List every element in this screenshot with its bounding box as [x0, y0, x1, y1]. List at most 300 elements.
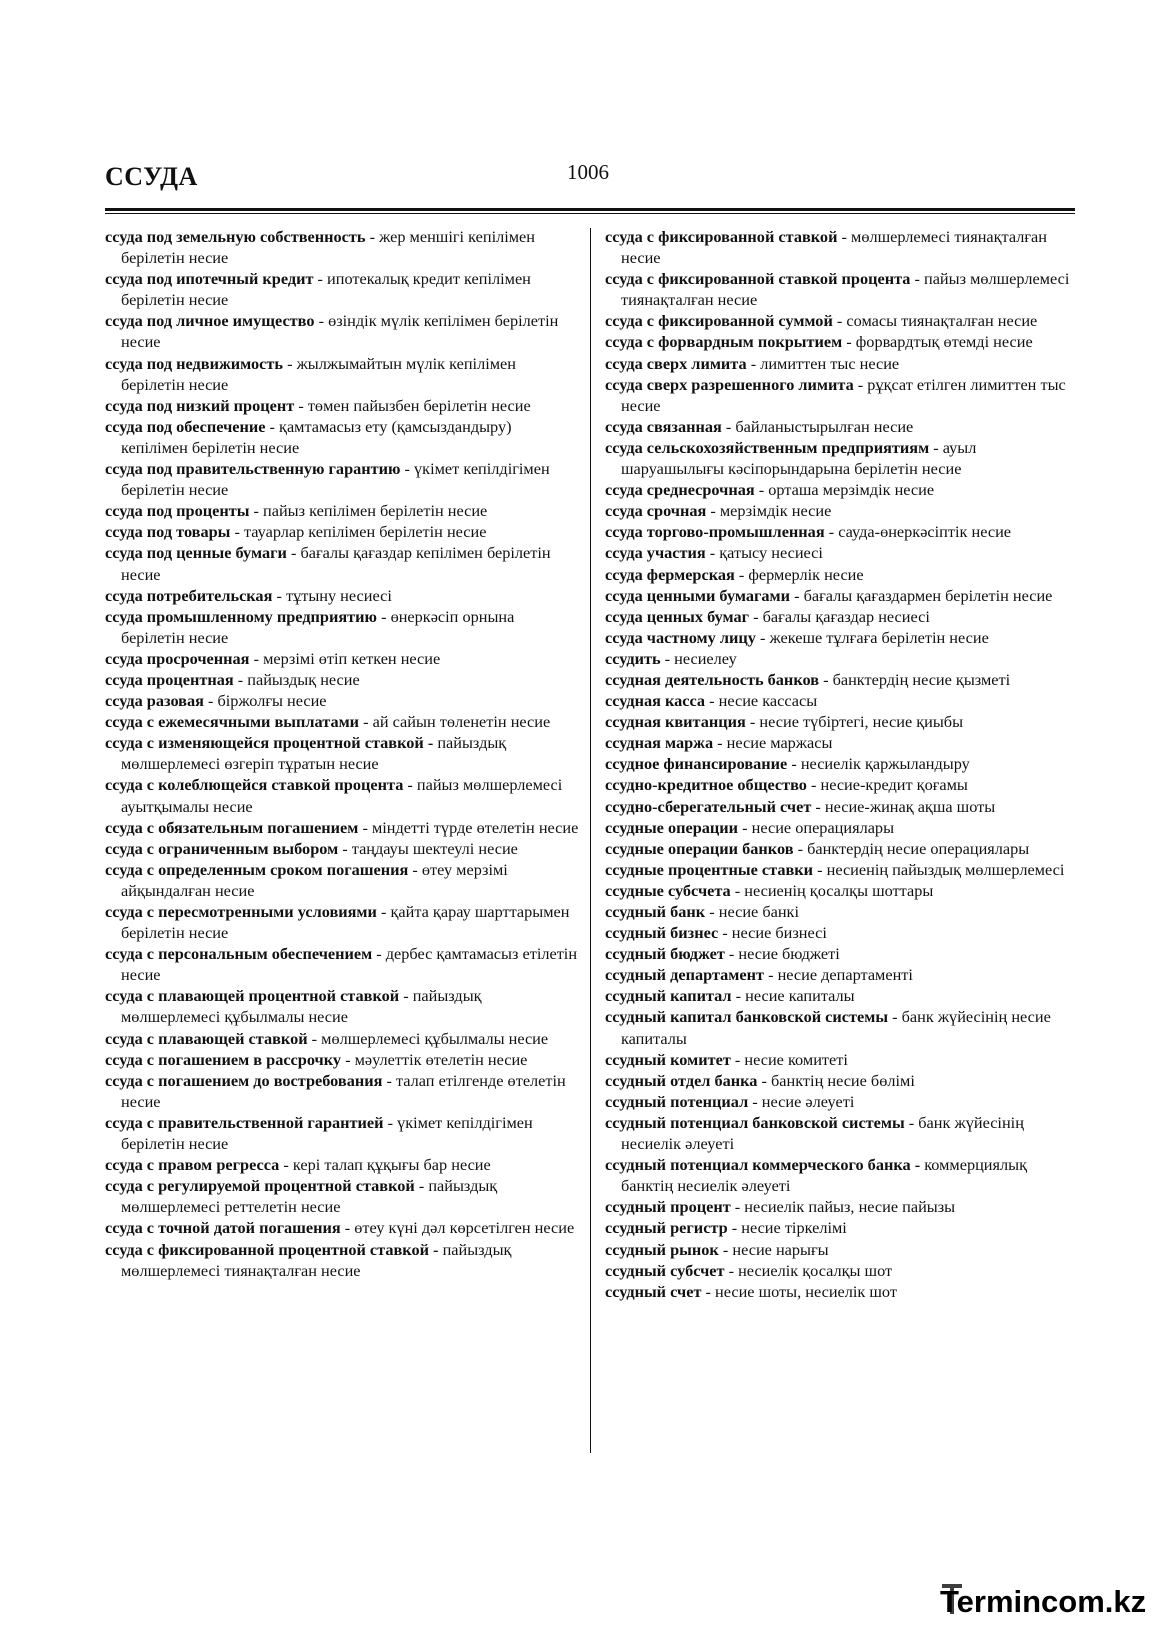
entry-definition: бағалы қағаздар несиесі: [762, 606, 930, 626]
entry-separator: -: [832, 311, 847, 331]
dictionary-entry: [605, 1006, 1073, 1048]
entry-separator: -: [307, 1028, 322, 1048]
entry-separator: -: [718, 923, 732, 943]
entry-term: ссуда с правом регресса: [105, 1155, 280, 1175]
dictionary-entry: [105, 606, 581, 648]
entry-definition: форвардтық өтемді несие: [855, 332, 1033, 352]
entry-separator: -: [283, 353, 297, 373]
dictionary-entry: [605, 374, 1073, 416]
entry-separator: -: [837, 227, 852, 246]
entry-term: ссуда с колеблющейся ставкой процента: [105, 775, 404, 795]
entry-term: ссудный отдел банка: [605, 1070, 758, 1090]
dictionary-entry: [605, 353, 1073, 374]
entry-definition: бағалы қағаздармен берілетін несие: [803, 585, 1053, 605]
dictionary-entry: [605, 838, 1073, 859]
entry-term: ссудный процент: [605, 1197, 731, 1217]
dictionary-entry: [605, 1112, 1073, 1154]
entry-definition: несие капиталы: [745, 986, 855, 1006]
entry-definition: несие бюджеті: [738, 944, 840, 964]
entry-definition: несие операциялары: [751, 817, 895, 837]
entry-separator: -: [754, 480, 769, 500]
entry-term: ссуда сельскохозяйственным предприятиям: [605, 437, 930, 457]
entry-term: ссудный потенциал банковской системы: [605, 1112, 905, 1132]
entry-separator: -: [730, 1049, 745, 1069]
dictionary-entry: [105, 1049, 581, 1070]
entry-definition: біржолғы несие: [217, 691, 327, 711]
dictionary-entry: [105, 1239, 581, 1281]
entry-definition: жекеше тұлғаға берілетін несие: [769, 627, 989, 647]
entry-separator: -: [755, 627, 770, 647]
entry-definition: несие тіркелімі: [741, 1218, 847, 1238]
entry-term: ссудный потенциал коммерческого банка -: [605, 1155, 921, 1175]
entry-definition: несие-кредит қоғамы: [820, 775, 968, 795]
entry-separator: -: [746, 353, 761, 373]
entry-term: ссуда промышленному предприятию: [105, 606, 377, 626]
entry-term: ссуда под обеспечение: [105, 416, 266, 436]
entry-separator: -: [724, 1260, 739, 1280]
entry-term: ссуда разовая: [105, 691, 204, 711]
entry-separator: -: [842, 332, 856, 352]
entry-term: ссуда срочная: [605, 501, 707, 521]
entry-term: ссудный капитал: [605, 986, 732, 1006]
entry-separator: -: [279, 1155, 293, 1175]
entry-definition: қайта қарау шарттарымен берілетін несие: [121, 902, 570, 943]
entry-definition: банк жүйесінің несие капиталы: [621, 1007, 1051, 1048]
entry-term: ссуда процентная: [105, 669, 234, 689]
entry-separator: -: [904, 1112, 919, 1132]
entry-term: ссудный банк: [605, 902, 706, 921]
entry-definition: несиелеу: [674, 648, 737, 668]
dictionary-entry: [605, 774, 1073, 795]
entry-definition: жер меншігі кепілімен берілетін несие: [121, 227, 535, 268]
entry-separator: -: [408, 859, 422, 879]
entry-term: ссудные субсчета: [605, 880, 731, 900]
entry-definition: дербес қамтамасыз етілетін несие: [121, 944, 578, 985]
dictionary-entry: [605, 479, 1073, 500]
dictionary-entry: [105, 943, 581, 985]
entry-term: ссуда под товары: [105, 522, 231, 542]
entry-term: ссудный департамент: [605, 965, 764, 985]
entry-definition: орташа мерзімдік несие: [768, 480, 935, 500]
dictionary-entry: [105, 500, 581, 521]
entry-term: ссуда участия: [605, 543, 706, 563]
entry-definition: міндетті түрде өтелетін несие: [371, 817, 579, 837]
entry-term: ссуда с погашением до востребования: [105, 1070, 383, 1090]
dictionary-entry: [105, 859, 581, 901]
entry-definition: банктің несие бөлімі: [771, 1070, 915, 1090]
entry-term: ссуда сверх разрешенного лимита: [605, 374, 854, 394]
dictionary-entry: [605, 1049, 1073, 1070]
dictionary-entry: [605, 859, 1073, 880]
entry-definition: сомасы тиянақталған несие: [846, 311, 1038, 331]
entry-definition: несие нарығы: [732, 1239, 829, 1259]
dictionary-entry: [105, 901, 581, 943]
entry-separator: -: [764, 965, 778, 985]
entry-definition: рұқсат етілген лимиттен тыс несие: [621, 374, 1066, 415]
entry-definition: сауда-өнеркәсіптік несие: [838, 522, 1012, 542]
entry-separator: -: [314, 311, 329, 331]
dictionary-entry: [105, 711, 581, 732]
entry-definition: мөлшерлемесі тиянақталған несие: [621, 227, 1047, 268]
entry-separator: -: [376, 902, 391, 921]
entry-definition: несие банкі: [718, 902, 799, 921]
entry-term: ссудить: [605, 648, 661, 668]
entry-separator: -: [414, 1176, 429, 1196]
entry-definition: мерзімдік несие: [719, 501, 832, 521]
entry-definition: төмен пайызбен берілетін несие: [307, 395, 531, 415]
entry-definition: несие түбіртегі, несие қиыбы: [759, 712, 964, 732]
entry-separator: -: [706, 501, 720, 521]
entry-definition: несие комитеті: [744, 1049, 848, 1069]
entry-term: ссудный бюджет: [605, 944, 725, 964]
dictionary-entry: [105, 648, 581, 669]
entry-definition: өзіндік мүлік кепілімен берілетін несие: [121, 311, 559, 352]
entry-separator: -: [793, 838, 808, 858]
entry-term: ссудный потенциал: [605, 1091, 749, 1111]
entry-term: ссуда с регулируемой процентной ставкой: [105, 1176, 415, 1196]
entry-term: ссуда под низкий процент: [105, 395, 295, 415]
entry-term: ссудно-сберегательный счет: [605, 796, 812, 816]
entry-definition: пайыздық мөлшерлемесі реттелетін несие: [121, 1176, 498, 1217]
entry-definition: несиелік қосалқы шот: [738, 1260, 893, 1280]
entry-term: ссудная квитанция: [605, 712, 746, 732]
entry-definition: пайыздық мөлшерлемесі тиянақталған несие: [121, 1239, 512, 1280]
entry-definition: мөлшерлемесі құбылмалы несие: [321, 1028, 549, 1048]
entry-definition: коммерциялық банктің несиелік әлеуеті: [621, 1155, 1027, 1196]
entry-term: ссуда с погашением в рассрочку: [105, 1049, 342, 1069]
entry-term: ссудный счет: [605, 1281, 702, 1301]
dictionary-entry: [605, 880, 1073, 901]
entry-separator: -: [724, 944, 739, 964]
dictionary-entry: [105, 774, 581, 816]
entry-definition: несие-жинақ ақша шоты: [824, 796, 996, 816]
entry-term: ссуда под недвижимость: [105, 353, 283, 373]
entry-term: ссудное финансирование: [605, 754, 788, 774]
entry-separator: -: [359, 712, 373, 732]
dictionary-entry: [605, 1260, 1073, 1281]
dictionary-entry: [605, 1154, 1073, 1196]
dictionary-entry: [105, 838, 581, 859]
entry-separator: -: [377, 606, 391, 626]
entry-separator: -: [372, 944, 386, 964]
entry-separator: -: [341, 1049, 355, 1069]
entry-definition: бағалы қағаздар кепілімен берілетін несие: [121, 543, 551, 584]
entry-separator: -: [365, 227, 380, 246]
dictionary-entry: [605, 943, 1073, 964]
entry-separator: -: [734, 564, 749, 584]
entry-separator: -: [382, 1070, 396, 1090]
entry-definition: несие шоты, несиелік шот: [715, 1281, 897, 1301]
entry-separator: -: [748, 1091, 762, 1111]
entry-definition: байланыстырылған несие: [735, 416, 914, 436]
dictionary-entry: [605, 1196, 1073, 1217]
dictionary-entry: [605, 542, 1073, 563]
entry-separator: -: [230, 522, 244, 542]
entry-term: ссудный бизнес: [605, 923, 719, 943]
entry-separator: -: [338, 838, 352, 858]
dictionary-entry: [105, 1217, 581, 1238]
entry-term: ссудный капитал банковской системы: [605, 1007, 889, 1027]
dictionary-entry: [105, 985, 581, 1027]
entry-term: ссудные операции банков: [605, 838, 794, 858]
dictionary-entry: [605, 437, 1073, 479]
entry-term: ссудный рынок: [605, 1239, 719, 1259]
dictionary-entry: [105, 310, 581, 352]
page-header: [105, 158, 1075, 210]
dictionary-entry: [605, 753, 1073, 774]
entry-separator: -: [806, 775, 821, 795]
entry-separator: -: [660, 648, 675, 668]
entry-term: ссуда среднесрочная: [605, 480, 755, 500]
entry-term: ссудная маржа: [605, 733, 714, 753]
entry-term: ссуда с фиксированной ставкой процента: [605, 269, 911, 289]
entry-term: ссуда с плавающей процентной ставкой: [105, 986, 400, 1006]
dictionary-entry: [605, 1070, 1073, 1091]
dictionary-entry: [105, 226, 581, 268]
entry-definition: мерзімі өтіп кеткен несие: [263, 648, 441, 668]
left-column: [105, 226, 581, 1281]
entry-term: ссуда под ипотечный кредит: [105, 269, 314, 289]
entry-separator: -: [272, 585, 286, 605]
entry-term: ссудный комитет: [605, 1049, 731, 1069]
entry-term: ссуда фермерская: [605, 564, 735, 584]
dictionary-entry: [605, 1091, 1073, 1112]
entry-term: ссуда с форвардным покрытием: [605, 332, 843, 352]
page-number: 1006: [567, 160, 609, 184]
entry-definition: үкімет кепілдігімен берілетін несие: [121, 1112, 533, 1154]
entry-definition: өтеу мерзімі айқындалған несие: [121, 859, 508, 900]
column-divider: [590, 228, 591, 1453]
entry-separator: -: [738, 817, 752, 837]
entry-term: ссуда под личное имущество: [105, 311, 315, 331]
entry-separator: -: [705, 543, 720, 563]
entry-definition: пайыздық мөлшерлемесі өзгеріп тұратын несие: [121, 733, 507, 774]
entry-term: ссуда с фиксированной суммой: [605, 311, 833, 331]
entry-separator: -: [824, 522, 839, 542]
dictionary-entry: [605, 901, 1073, 922]
entry-separator: -: [811, 796, 825, 816]
entry-separator: -: [787, 754, 801, 774]
dictionary-entry: [605, 564, 1073, 585]
dictionary-entry: [605, 585, 1073, 606]
entry-separator: -: [730, 880, 745, 900]
entry-definition: несиелік пайыз, несие пайызы: [744, 1197, 956, 1217]
entry-term: ссуда с обязательным погашением: [105, 817, 359, 837]
entry-term: ссудная деятельность банков: [605, 669, 820, 689]
entry-term: ссуда с пересмотренными условиями: [105, 902, 377, 921]
entry-term: ссуда с правительственной гарантией: [105, 1112, 384, 1132]
entry-term: ссуда с фиксированной ставкой: [605, 227, 838, 246]
dictionary-entry: [605, 331, 1073, 352]
entry-separator: -: [265, 416, 280, 436]
dictionary-entry: [105, 1154, 581, 1175]
dictionary-entry: [605, 627, 1073, 648]
dictionary-entry: [605, 817, 1073, 838]
entry-term: ссуда с точной датой погашения: [105, 1218, 341, 1238]
entry-definition: тұтыну несиесі: [285, 585, 392, 605]
entry-term: ссуда сверх лимита: [605, 353, 747, 373]
entry-term: ссуда с фиксированной процентной ставкой -: [105, 1239, 439, 1259]
entry-definition: жылжымайтын мүлік кепілімен берілетін несие: [121, 353, 516, 394]
entry-definition: ауыл шаруашылығы кәсіпорындарына берілетін несие: [621, 437, 977, 479]
entry-separator: -: [749, 606, 763, 626]
entry-definition: фермерлік несие: [748, 564, 864, 584]
entry-separator: -: [929, 437, 943, 457]
entry-term: ссуда с изменяющейся процентной ставкой -: [105, 733, 434, 753]
entry-term: ссуда просроченная: [105, 648, 250, 668]
entry-definition: несиелік қаржыландыру: [800, 754, 970, 774]
entry-term: ссуда под ценные бумаги: [105, 543, 287, 563]
dictionary-entry: [605, 964, 1073, 985]
entry-definition: кері талап құқығы бар несие: [292, 1155, 491, 1175]
dictionary-entry: [105, 1070, 581, 1112]
entry-term: ссуда связанная: [605, 416, 722, 436]
entry-definition: өтеу күні дәл көрсетілген несие: [354, 1218, 575, 1238]
dictionary-entry: [605, 606, 1073, 627]
entry-definition: талап етілгенде өтелетін несие: [121, 1070, 566, 1111]
watermark-logo: [940, 1578, 1145, 1624]
dictionary-entry: [105, 732, 581, 774]
entry-definition: несие маржасы: [726, 733, 833, 753]
entry-separator: -: [910, 269, 924, 289]
dictionary-entry: [105, 458, 581, 500]
header-word: ССУДА: [105, 162, 198, 191]
dictionary-entry: [105, 542, 581, 584]
entry-separator: -: [203, 691, 218, 711]
entry-definition: пайыздық мөлшерлемесі құбылмалы несие: [121, 986, 482, 1027]
entry-separator: -: [853, 374, 868, 394]
entry-term: ссудный субсчет: [605, 1260, 725, 1280]
dictionary-entry: [605, 521, 1073, 542]
entry-separator: -: [813, 859, 827, 879]
entry-separator: -: [358, 817, 372, 837]
entry-definition: қатысу несиесі: [719, 543, 823, 563]
entry-separator: -: [701, 1281, 716, 1301]
dictionary-entry: [105, 395, 581, 416]
dictionary-entry: [605, 1239, 1073, 1260]
entry-definition: тауарлар кепілімен берілетін несие: [243, 522, 487, 542]
entry-definition: несие департаменті: [777, 965, 913, 985]
entry-definition: ай сайын төленетін несие: [372, 712, 551, 732]
dictionary-entry: [105, 521, 581, 542]
entry-definition: лимиттен тыс несие: [760, 353, 900, 373]
entry-definition: мәулеттік өтелетін несие: [354, 1049, 528, 1069]
entry-separator: -: [705, 902, 719, 921]
entry-term: ссуда с определенным сроком погашения: [105, 859, 409, 879]
entry-definition: несие бизнесі: [731, 923, 827, 943]
entry-definition: қамтамасыз ету (қамсыздандыру) кепілімен берілетін несие: [121, 416, 512, 457]
dictionary-entry: [605, 500, 1073, 521]
dictionary-entry: [605, 310, 1073, 331]
entry-term: ссуда с ежемесячными выплатами: [105, 712, 360, 732]
dictionary-entry: [105, 353, 581, 395]
entry-definition: пайыз мөлшерлемесі ауытқымалы несие: [121, 775, 563, 816]
watermark: [940, 1578, 1145, 1624]
entry-term: ссудные процентные ставки: [605, 859, 814, 879]
dictionary-entry: [605, 690, 1073, 711]
dictionary-entry: [105, 1175, 581, 1217]
right-column: [605, 226, 1073, 1302]
dictionary-entry: [605, 416, 1073, 437]
dictionary-entry: [605, 732, 1073, 753]
entry-term: ссуда ценными бумагами: [605, 585, 790, 605]
entry-separator: -: [727, 1218, 742, 1238]
entry-separator: -: [745, 712, 760, 732]
dictionary-entry: [605, 268, 1073, 310]
dictionary-entry: [605, 669, 1073, 690]
entry-term: ссуда ценных бумаг: [605, 606, 750, 626]
entry-term: ссуда торгово-промышленная: [605, 522, 825, 542]
entry-term: ссудная касса: [605, 691, 706, 711]
entry-separator: -: [790, 585, 804, 605]
entry-term: ссудно-кредитное общество: [605, 775, 807, 795]
entry-term: ссуда под проценты: [105, 501, 250, 521]
entry-term: ссуда под правительственную гарантию: [105, 459, 401, 479]
entry-separator: -: [731, 986, 746, 1006]
header-rule: [105, 208, 1075, 211]
entry-separator: -: [705, 691, 719, 711]
entry-separator: -: [400, 459, 415, 479]
entry-separator: -: [757, 1070, 772, 1090]
entry-term: ссуда с ограниченным выбором: [105, 838, 339, 858]
dictionary-entry: [605, 796, 1073, 817]
entry-separator: -: [294, 395, 308, 415]
entry-term: ссудный регистр: [605, 1218, 728, 1238]
dictionary-entry: [105, 268, 581, 310]
dictionary-entry: [605, 1281, 1073, 1302]
entry-definition: банк жүйесінің несиелік әлеуеті: [621, 1112, 1024, 1154]
entry-term: ссуда потребительская: [105, 585, 273, 605]
entry-term: ссуда с плавающей ставкой: [105, 1028, 308, 1048]
dictionary-entry: [105, 1028, 581, 1049]
dictionary-entry: [105, 1112, 581, 1154]
entry-separator: -: [403, 775, 417, 795]
entry-definition: пайыз мөлшерлемесі тиянақталған несие: [621, 269, 1070, 310]
entry-separator: -: [718, 1239, 733, 1259]
entry-definition: несиенің пайыздық мөлшерлемесі: [826, 859, 1065, 879]
entry-definition: несие әлеуеті: [761, 1091, 855, 1111]
entry-term: ссуда с персональным обеспечением: [105, 944, 373, 964]
dictionary-entry: [605, 226, 1073, 268]
header-rule-thin: [105, 213, 1075, 214]
dictionary-entry: [605, 711, 1073, 732]
entry-definition: таңдауы шектеулі несие: [351, 838, 518, 858]
entry-definition: пайыз кепілімен берілетін несие: [263, 501, 488, 521]
dictionary-entry: [605, 922, 1073, 943]
entry-separator: -: [233, 669, 248, 689]
entry-term: ссуда под земельную собственность: [105, 227, 366, 246]
entry-definition: өнеркәсіп орнына берілетін несие: [121, 606, 515, 647]
dictionary-entry: [105, 690, 581, 711]
entry-separator: -: [399, 986, 413, 1006]
dictionary-entry: [605, 985, 1073, 1006]
dictionary-entry: [105, 669, 581, 690]
entry-separator: -: [888, 1007, 902, 1027]
dictionary-entry: [105, 416, 581, 458]
entry-definition: үкімет кепілдігімен берілетін несие: [121, 459, 550, 500]
entry-separator: -: [721, 416, 736, 436]
entry-separator: -: [713, 733, 727, 753]
entry-separator: -: [313, 269, 328, 289]
dictionary-entry: [605, 1217, 1073, 1238]
entry-definition: несие кассасы: [718, 691, 818, 711]
entry-separator: -: [383, 1112, 398, 1132]
entry-separator: -: [286, 543, 301, 563]
entry-separator: -: [249, 501, 263, 521]
dictionary-entry: [605, 648, 1073, 669]
entry-term: ссуда частному лицу: [605, 627, 756, 647]
dictionary-entry: [105, 585, 581, 606]
